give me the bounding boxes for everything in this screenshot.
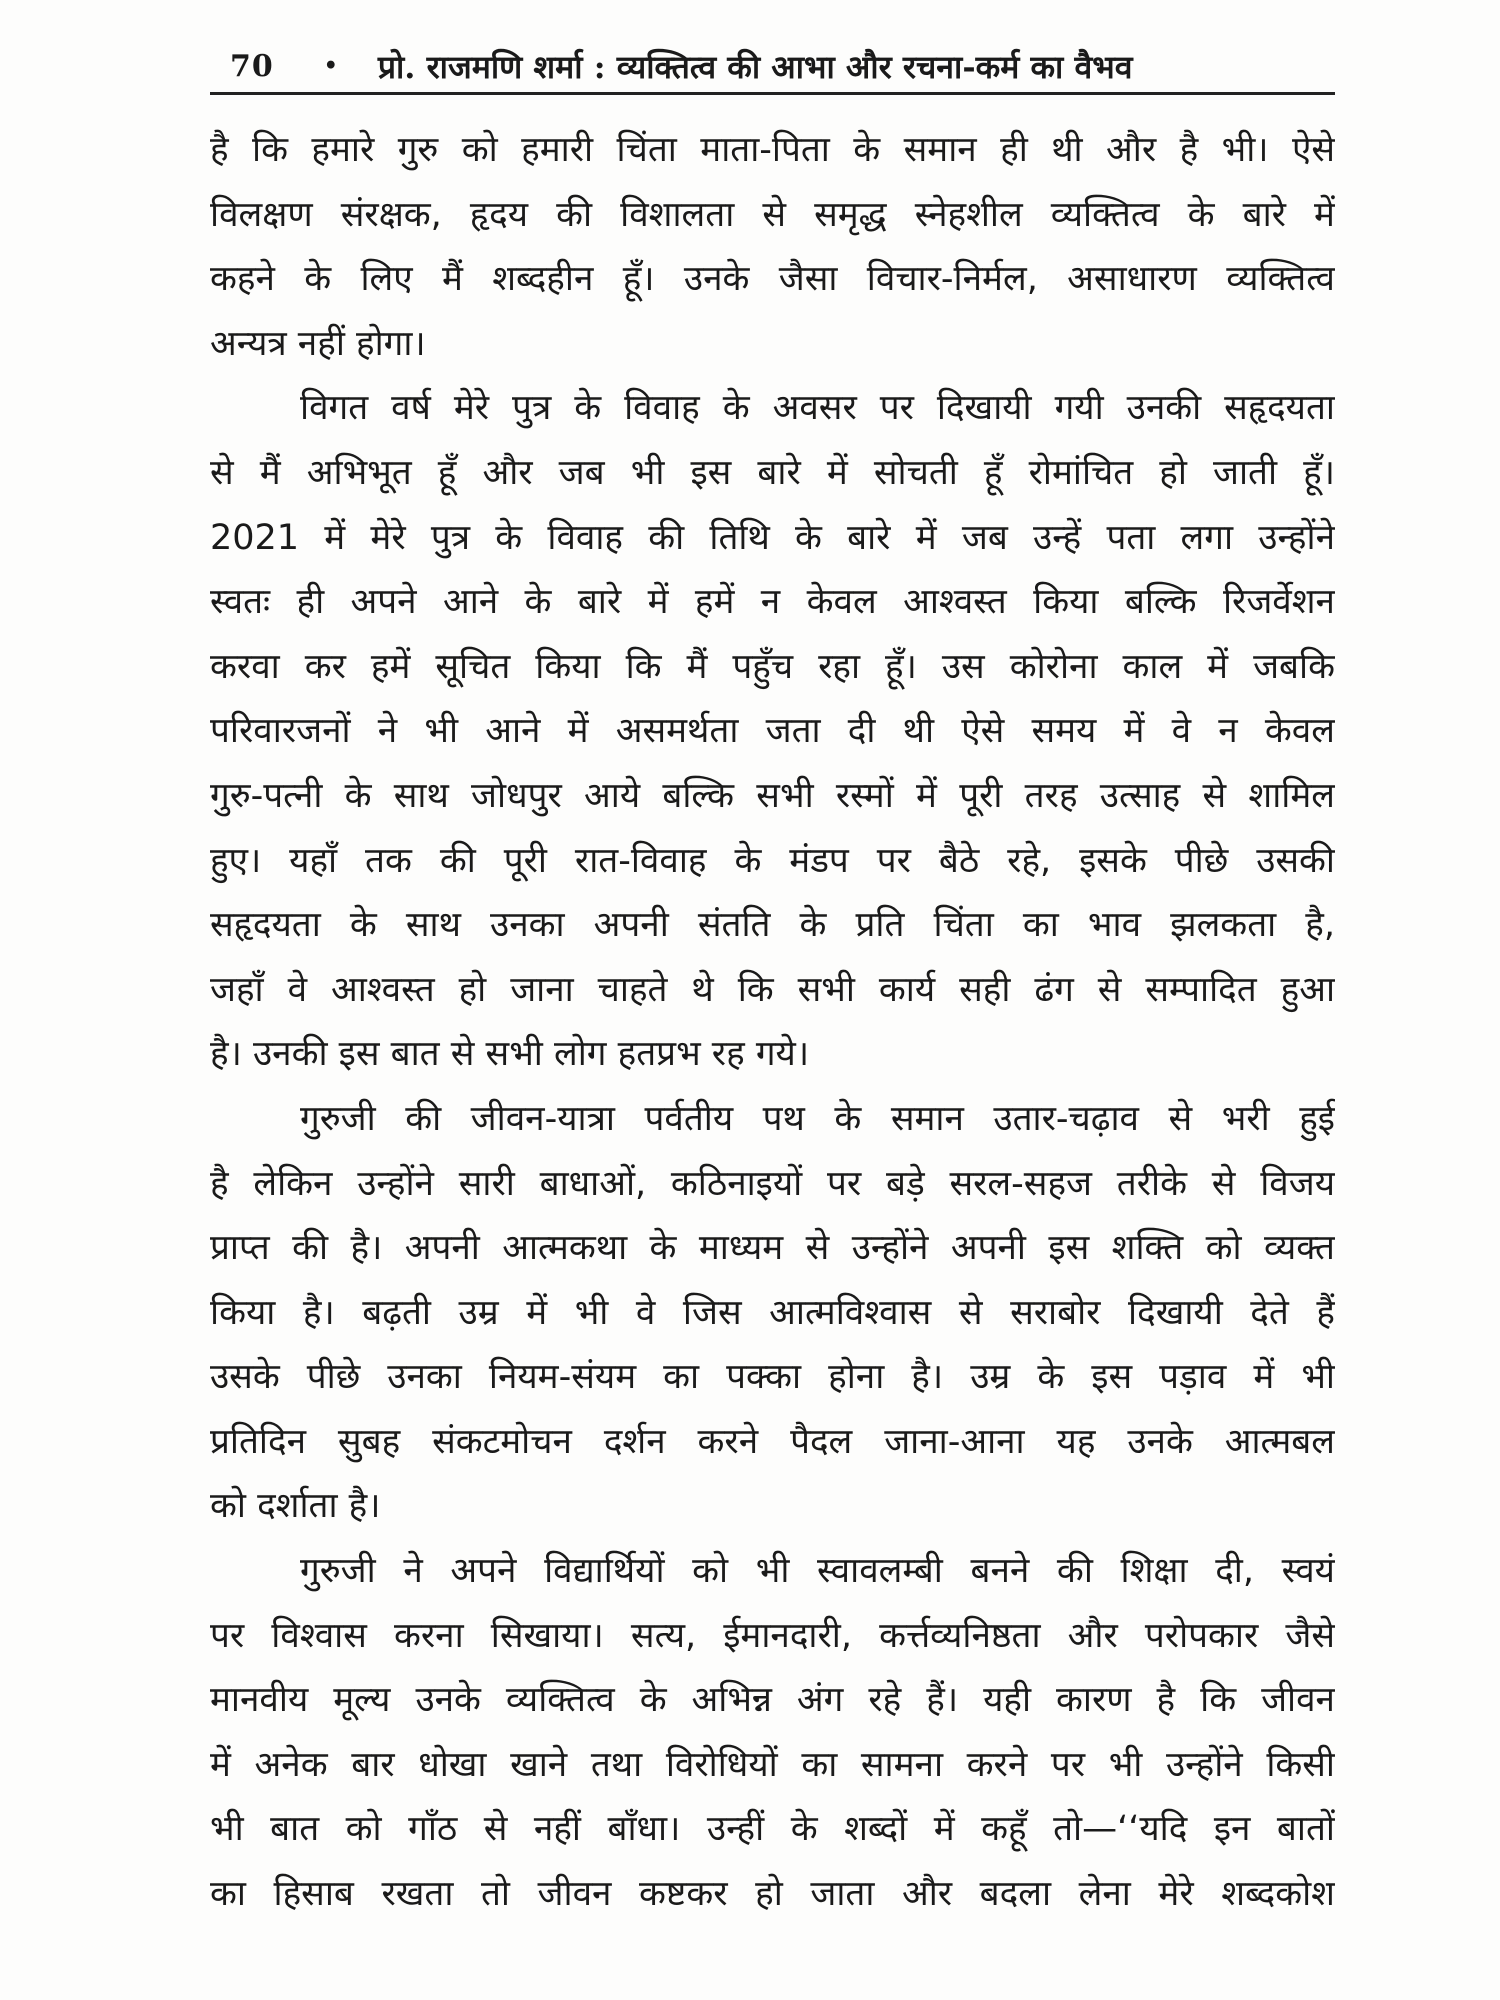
text-line: हुए। यहाँ तक की पूरी रात-विवाह के मंडप पर बैठे रहे, इसके पीछे उसकी	[210, 840, 1335, 881]
text-line: प्राप्त की है। अपनी आत्मकथा के माध्यम से उन्होंने अपनी इस शक्ति को व्यक्त	[210, 1228, 1335, 1269]
page-number: 70	[230, 48, 274, 84]
text-line: उसके पीछे उनका नियम-संयम का पक्का होना है। उम्र के इस पड़ाव में भी	[210, 1357, 1335, 1398]
header-rule	[210, 92, 1335, 95]
text-line: में अनेक बार धोखा खाने तथा विरोधियों का सामना करने पर भी उन्होंने किसी	[210, 1744, 1335, 1785]
text-line: को दर्शाता है।	[210, 1486, 381, 1527]
text-line: है लेकिन उन्होंने सारी बाधाओं, कठिनाइयों पर बड़े सरल-सहज तरीके से विजय	[210, 1163, 1335, 1204]
text-line: जहाँ वे आश्वस्त हो जाना चाहते थे कि सभी कार्य सही ढंग से सम्पादित हुआ	[210, 969, 1335, 1010]
text-line: है। उनकी इस बात से सभी लोग हतप्रभ रह गये।	[210, 1034, 810, 1075]
paragraph-start-line: विगत वर्ष मेरे पुत्र के विवाह के अवसर पर दिखायी गयी उनकी सहृदयता	[300, 388, 1335, 429]
text-line: भी बात को गाँठ से नहीं बाँधा। उन्हीं के शब्दों में कहूँ तो—‘‘यदि इन बातों	[210, 1809, 1335, 1850]
text-line: सहृदयता के साथ उनका अपनी संतति के प्रति चिंता का भाव झलकता है,	[210, 905, 1335, 946]
text-line: का हिसाब रखता तो जीवन कष्टकर हो जाता और बदला लेना मेरे शब्दकोश	[210, 1874, 1335, 1915]
text-line: अन्यत्र नहीं होगा।	[210, 323, 426, 364]
text-line: गुरु-पत्नी के साथ जोधपुर आये बल्कि सभी रस्मों में पूरी तरह उत्साह से शामिल	[210, 775, 1335, 816]
paragraph-start-line: गुरुजी ने अपने विद्यार्थियों को भी स्वावलम्बी बनने की शिक्षा दी, स्वयं	[300, 1551, 1335, 1592]
body-text	[210, 118, 1335, 1927]
text-line: पर विश्वास करना सिखाया। सत्य, ईमानदारी, कर्त्तव्यनिष्ठता और परोपकार जैसे	[210, 1615, 1335, 1656]
text-line: स्वतः ही अपने आने के बारे में हमें न केवल आश्वस्त किया बल्कि रिजर्वेशन	[210, 582, 1335, 623]
running-title: प्रो. राजमणि शर्मा : व्यक्तित्व की आभा और रचना-कर्म का वैभव	[377, 47, 1133, 86]
text-line: 2021 में मेरे पुत्र के विवाह की तिथि के बारे में जब उन्हें पता लगा उन्होंने	[210, 517, 1335, 558]
text-line: से मैं अभिभूत हूँ और जब भी इस बारे में सोचती हूँ रोमांचित हो जाती हूँ।	[210, 452, 1335, 493]
paragraph-start-line: गुरुजी की जीवन-यात्रा पर्वतीय पथ के समान उतार-चढ़ाव से भरी हुई	[300, 1098, 1335, 1139]
text-line: कहने के लिए मैं शब्दहीन हूँ। उनके जैसा विचार-निर्मल, असाधारण व्यक्तित्व	[210, 259, 1335, 300]
header-bullet-icon: •	[323, 53, 338, 79]
text-line: विलक्षण संरक्षक, हृदय की विशालता से समृद्ध स्नेहशील व्यक्तित्व के बारे में	[210, 194, 1335, 235]
text-line: परिवारजनों ने भी आने में असमर्थता जता दी थी ऐसे समय में वे न केवल	[210, 711, 1335, 752]
text-line: करवा कर हमें सूचित किया कि मैं पहुँच रहा हूँ। उस कोरोना काल में जबकि	[210, 646, 1335, 687]
text-line: है कि हमारे गुरु को हमारी चिंता माता-पिता के समान ही थी और है भी। ऐसे	[210, 130, 1335, 170]
text-line: मानवीय मूल्य उनके व्यक्तित्व के अभिन्न अंग रहे हैं। यही कारण है कि जीवन	[210, 1680, 1335, 1721]
text-line: प्रतिदिन सुबह संकटमोचन दर्शन करने पैदल जाना-आना यह उनके आत्मबल	[210, 1421, 1335, 1462]
running-header	[214, 36, 1334, 96]
text-line: किया है। बढ़ती उम्र में भी वे जिस आत्मविश्वास से सराबोर दिखायी देते हैं	[210, 1292, 1335, 1333]
